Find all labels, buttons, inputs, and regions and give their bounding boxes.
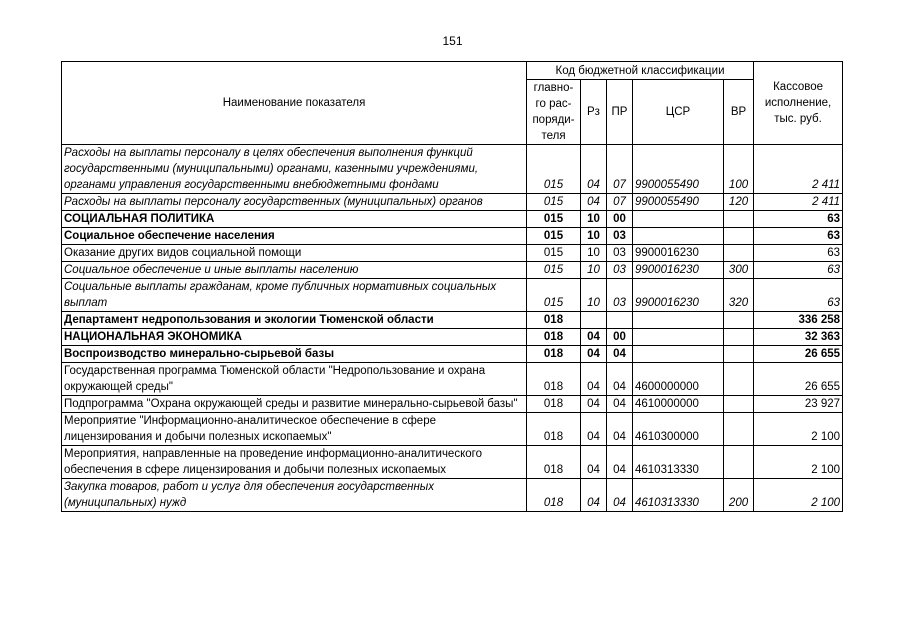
cell-amount: 63 (754, 211, 843, 228)
cell-gl: 018 (527, 479, 581, 512)
cell-gl: 015 (527, 245, 581, 262)
table-row (62, 363, 843, 396)
cell-rz: 04 (581, 479, 607, 512)
cell-name: Расходы на выплаты персоналу государственных (муниципальных) органов (62, 194, 527, 211)
header-amount: Кассовое исполнение, тыс. руб. (754, 62, 843, 145)
cell-amount: 63 (754, 228, 843, 245)
cell-gl: 018 (527, 363, 581, 396)
cell-rz: 04 (581, 194, 607, 211)
cell-pr: 03 (607, 262, 633, 279)
table-row (62, 245, 843, 262)
table-row (62, 446, 843, 479)
cell-csr: 4610313330 (633, 479, 724, 512)
cell-vr (724, 346, 754, 363)
cell-pr: 04 (607, 446, 633, 479)
cell-rz: 10 (581, 211, 607, 228)
cell-gl: 018 (527, 396, 581, 413)
cell-pr: 00 (607, 329, 633, 346)
cell-vr: 120 (724, 194, 754, 211)
cell-pr: 04 (607, 363, 633, 396)
cell-name: Закупка товаров, работ и услуг для обеспечения государственных (муниципальных) нужд (62, 479, 527, 512)
cell-gl: 015 (527, 211, 581, 228)
cell-gl: 015 (527, 228, 581, 245)
cell-rz: 04 (581, 446, 607, 479)
cell-vr (724, 329, 754, 346)
cell-gl: 018 (527, 346, 581, 363)
header-rz: Рз (581, 80, 607, 145)
cell-pr: 00 (607, 211, 633, 228)
page-number: 151 (442, 34, 463, 48)
cell-amount: 63 (754, 245, 843, 262)
cell-amount: 26 655 (754, 363, 843, 396)
table-row (62, 312, 843, 329)
header-csr: ЦСР (633, 80, 724, 145)
cell-rz: 04 (581, 346, 607, 363)
cell-gl: 018 (527, 312, 581, 329)
cell-csr (633, 211, 724, 228)
table-row (62, 329, 843, 346)
cell-gl: 015 (527, 145, 581, 194)
header-gl-rasp: главно-го рас-поряди-теля (527, 80, 581, 145)
cell-amount: 2 100 (754, 413, 843, 446)
cell-name: Мероприятие "Информационно-аналитическое обеспечение в сфере лицензирования и добычи полезных ископаемых" (62, 413, 527, 446)
cell-vr (724, 446, 754, 479)
cell-pr: 03 (607, 228, 633, 245)
table-row (62, 262, 843, 279)
table-body (62, 145, 843, 512)
cell-pr: 03 (607, 245, 633, 262)
cell-gl: 015 (527, 279, 581, 312)
cell-csr (633, 312, 724, 329)
cell-vr (724, 413, 754, 446)
cell-rz: 10 (581, 279, 607, 312)
cell-pr: 07 (607, 145, 633, 194)
cell-amount: 2 100 (754, 479, 843, 512)
table-row (62, 228, 843, 245)
cell-amount: 63 (754, 279, 843, 312)
cell-amount: 2 100 (754, 446, 843, 479)
table-row (62, 346, 843, 363)
header-vr: ВР (724, 80, 754, 145)
cell-csr: 4610300000 (633, 413, 724, 446)
cell-vr: 320 (724, 279, 754, 312)
cell-amount: 2 411 (754, 145, 843, 194)
table-row (62, 145, 843, 194)
cell-rz: 04 (581, 413, 607, 446)
cell-gl: 018 (527, 329, 581, 346)
cell-amount: 63 (754, 262, 843, 279)
cell-rz (581, 312, 607, 329)
cell-amount: 32 363 (754, 329, 843, 346)
cell-name: Расходы на выплаты персоналу в целях обеспечения выполнения функций государственными (муниципальными) органами, казенными учреждениями, органами управления государственными внебюджетными фондами (62, 145, 527, 194)
cell-name: Мероприятия, направленные на проведение информационно-аналитического обеспечения в сфере лицензирования и добычи полезных ископаемых (62, 446, 527, 479)
cell-gl: 015 (527, 194, 581, 211)
cell-gl: 018 (527, 413, 581, 446)
cell-amount: 23 927 (754, 396, 843, 413)
cell-vr (724, 312, 754, 329)
cell-csr: 9900016230 (633, 262, 724, 279)
table-row (62, 396, 843, 413)
cell-rz: 04 (581, 145, 607, 194)
table-row (62, 413, 843, 446)
cell-csr: 9900016230 (633, 279, 724, 312)
cell-name: НАЦИОНАЛЬНАЯ ЭКОНОМИКА (62, 329, 527, 346)
cell-csr: 4610000000 (633, 396, 724, 413)
cell-csr: 9900016230 (633, 245, 724, 262)
cell-pr: 04 (607, 346, 633, 363)
header-code-group: Код бюджетной классификации (527, 62, 754, 80)
cell-rz: 04 (581, 363, 607, 396)
cell-gl: 015 (527, 262, 581, 279)
cell-vr (724, 396, 754, 413)
cell-amount: 2 411 (754, 194, 843, 211)
cell-vr (724, 363, 754, 396)
table-row (62, 279, 843, 312)
cell-name: Департамент недропользования и экологии Тюменской области (62, 312, 527, 329)
cell-pr: 04 (607, 413, 633, 446)
cell-vr (724, 228, 754, 245)
cell-csr: 4600000000 (633, 363, 724, 396)
cell-gl: 018 (527, 446, 581, 479)
cell-rz: 10 (581, 245, 607, 262)
cell-pr: 03 (607, 279, 633, 312)
cell-vr: 100 (724, 145, 754, 194)
cell-name: Социальное обеспечение и иные выплаты населению (62, 262, 527, 279)
cell-name: Воспроизводство минерально-сырьевой базы (62, 346, 527, 363)
cell-pr: 04 (607, 396, 633, 413)
cell-vr (724, 245, 754, 262)
cell-rz: 10 (581, 262, 607, 279)
table-row (62, 479, 843, 512)
cell-pr (607, 312, 633, 329)
cell-rz: 04 (581, 396, 607, 413)
cell-name: СОЦИАЛЬНАЯ ПОЛИТИКА (62, 211, 527, 228)
cell-csr (633, 228, 724, 245)
cell-csr (633, 329, 724, 346)
cell-name: Государственная программа Тюменской области "Недропользование и охрана окружающей среды" (62, 363, 527, 396)
cell-csr (633, 346, 724, 363)
cell-vr: 300 (724, 262, 754, 279)
table-row (62, 211, 843, 228)
cell-csr: 9900055490 (633, 194, 724, 211)
cell-vr (724, 211, 754, 228)
cell-rz: 04 (581, 329, 607, 346)
cell-rz: 10 (581, 228, 607, 245)
cell-vr: 200 (724, 479, 754, 512)
cell-name: Оказание других видов социальной помощи (62, 245, 527, 262)
header-pr: ПР (607, 80, 633, 145)
cell-name: Социальные выплаты гражданам, кроме публичных нормативных социальных выплат (62, 279, 527, 312)
budget-table (61, 61, 843, 512)
cell-name: Подпрограмма "Охрана окружающей среды и развитие минерально-сырьевой базы" (62, 396, 527, 413)
cell-name: Социальное обеспечение населения (62, 228, 527, 245)
cell-pr: 04 (607, 479, 633, 512)
cell-amount: 336 258 (754, 312, 843, 329)
cell-amount: 26 655 (754, 346, 843, 363)
cell-pr: 07 (607, 194, 633, 211)
header-name: Наименование показателя (62, 62, 527, 145)
cell-csr: 9900055490 (633, 145, 724, 194)
cell-csr: 4610313330 (633, 446, 724, 479)
table-row (62, 194, 843, 211)
